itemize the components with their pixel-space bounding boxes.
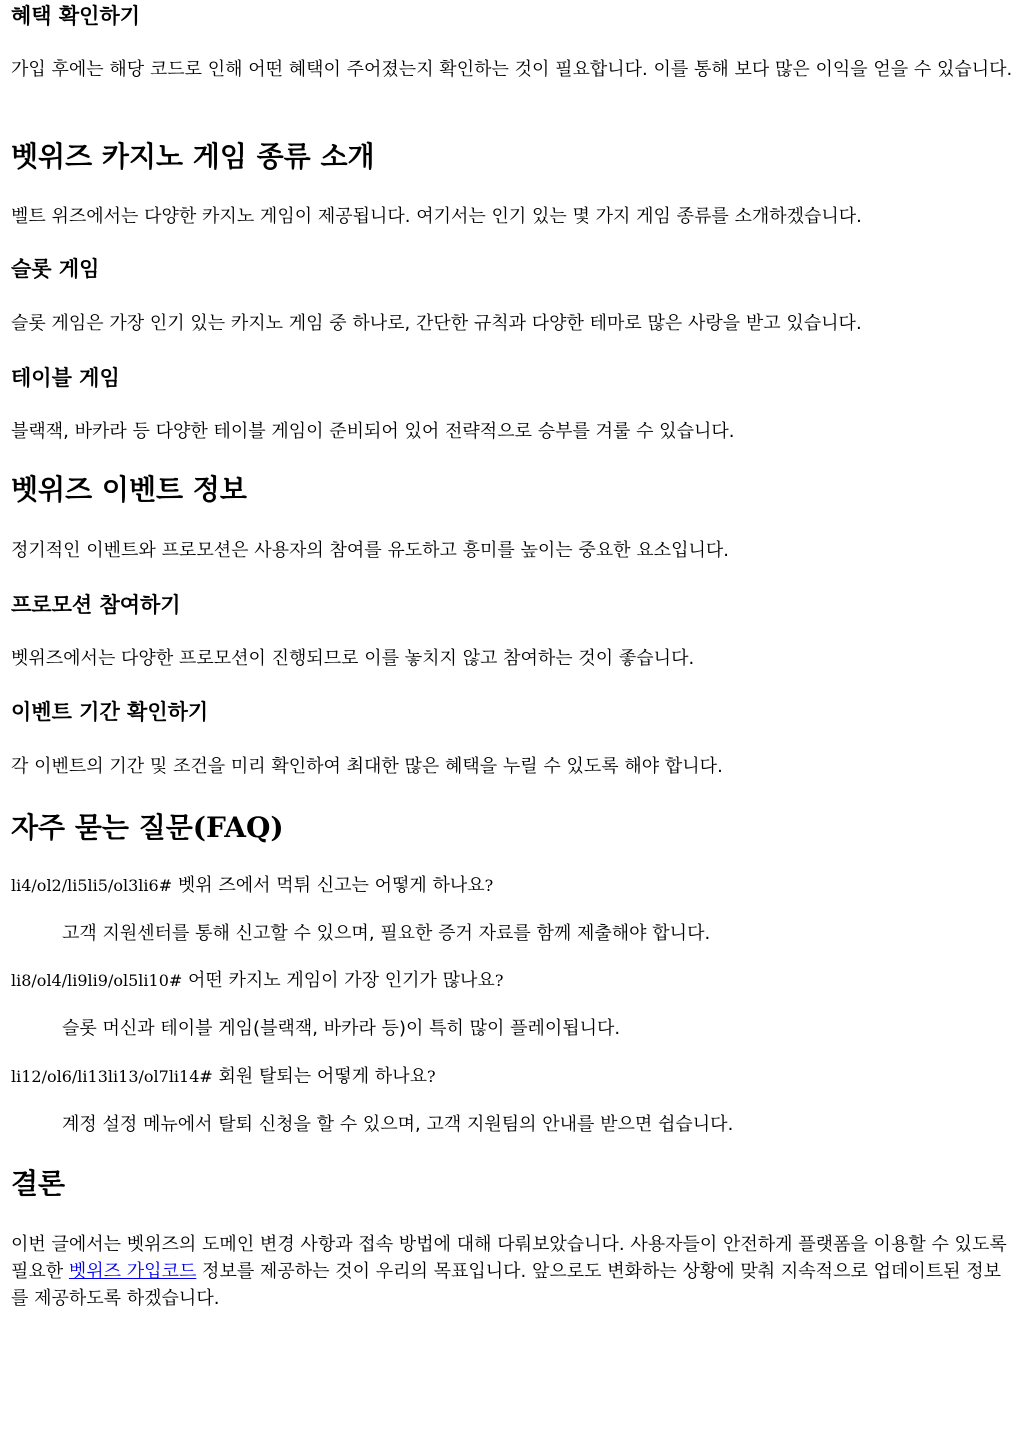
faq-heading-korean: 자주 묻는 질문 [11,811,193,844]
faq-answer-1: 고객 지원센터를 통해 신고할 수 있으며, 필요한 증거 자료를 함께 제출해야 합니다. [62,923,711,944]
faq-question-number: li4/ol2/li5li5/ol3li6# [11,876,173,895]
conclusion-text-after: 정보를 제공하는 것이 우리의 목표입니다. 앞으로도 변화하는 상황에 맞춰 지속적으로 업데이트된 정보를 제공하도록 하겠습니다. [11,1261,1002,1309]
faq-question-mark: ? [494,971,504,990]
faq-question-2 [11,967,503,994]
faq-question-text: 회원 탈퇴는 어떻게 하나요 [212,1066,427,1087]
faq-question-1 [11,872,493,899]
events-intro: 정기적인 이벤트와 프로모션은 사용자의 참여를 유도하고 흥미를 높이는 중요한 요소입니다. [11,540,729,561]
faq-heading [11,808,284,848]
faq-question-text: 어떤 카지노 게임이 가장 인기가 많나요 [182,970,495,991]
period-paragraph: 각 이벤트의 기간 및 조건을 미리 확인하여 최대한 많은 혜택을 누릴 수 있도록 해야 합니다. [11,756,723,777]
games-heading: 벳위즈 카지노 게임 종류 소개 [11,140,375,173]
promo-heading: 프로모션 참여하기 [11,593,181,617]
faq-question-mark: ? [484,876,494,895]
events-heading: 벳위즈 이벤트 정보 [11,473,247,506]
signup-code-link[interactable]: 벳위즈 가입코드 [68,1261,197,1282]
table-heading: 테이블 게임 [11,366,120,390]
benefits-heading: 혜택 확인하기 [11,4,141,28]
faq-heading-latin: (FAQ) [192,811,284,844]
promo-paragraph: 벳위즈에서는 다양한 프로모션이 진행되므로 이를 놓치지 않고 참여하는 것이 좋습니다. [11,648,695,669]
faq-question-mark: ? [426,1067,436,1086]
faq-question-3 [11,1063,436,1090]
faq-question-number: li12/ol6/li13li13/ol7li14# [11,1067,213,1086]
faq-question-number: li8/ol4/li9li9/ol5li10# [11,971,183,990]
faq-answer-3: 계정 설정 메뉴에서 탈퇴 신청을 할 수 있으며, 고객 지원팀의 안내를 받으면 쉽습니다. [62,1114,734,1135]
period-heading: 이벤트 기간 확인하기 [11,700,209,724]
faq-answer-2: 슬롯 머신과 테이블 게임(블랙잭, 바카라 등)이 특히 많이 플레이됩니다. [62,1018,621,1039]
conclusion-heading: 결론 [11,1167,66,1200]
slot-heading: 슬롯 게임 [11,257,100,281]
table-paragraph: 블랙잭, 바카라 등 다양한 테이블 게임이 준비되어 있어 전략적으로 승부를 겨룰 수 있습니다. [11,421,735,442]
conclusion-paragraph [11,1231,1013,1312]
benefits-paragraph: 가입 후에는 해당 코드로 인해 어떤 혜택이 주어졌는지 확인하는 것이 필요합니다. 이를 통해 보다 많은 이익을 얻을 수 있습니다. [11,59,1013,80]
faq-question-text: 벳위 즈에서 먹튀 신고는 어떻게 하나요 [172,875,485,896]
conclusion-text-before: 이번 글에서는 벳위즈의 도메인 변경 사항과 접속 방법에 대해 다뤄보았습니다. 사용자들이 안전하게 플랫폼을 이용할 수 있도록 필요한 [11,1234,1007,1282]
slot-paragraph: 슬롯 게임은 가장 인기 있는 카지노 게임 중 하나로, 간단한 규칙과 다양한 테마로 많은 사랑을 받고 있습니다. [11,313,862,334]
games-intro: 벨트 위즈에서는 다양한 카지노 게임이 제공됩니다. 여기서는 인기 있는 몇 가지 게임 종류를 소개하겠습니다. [11,206,862,227]
